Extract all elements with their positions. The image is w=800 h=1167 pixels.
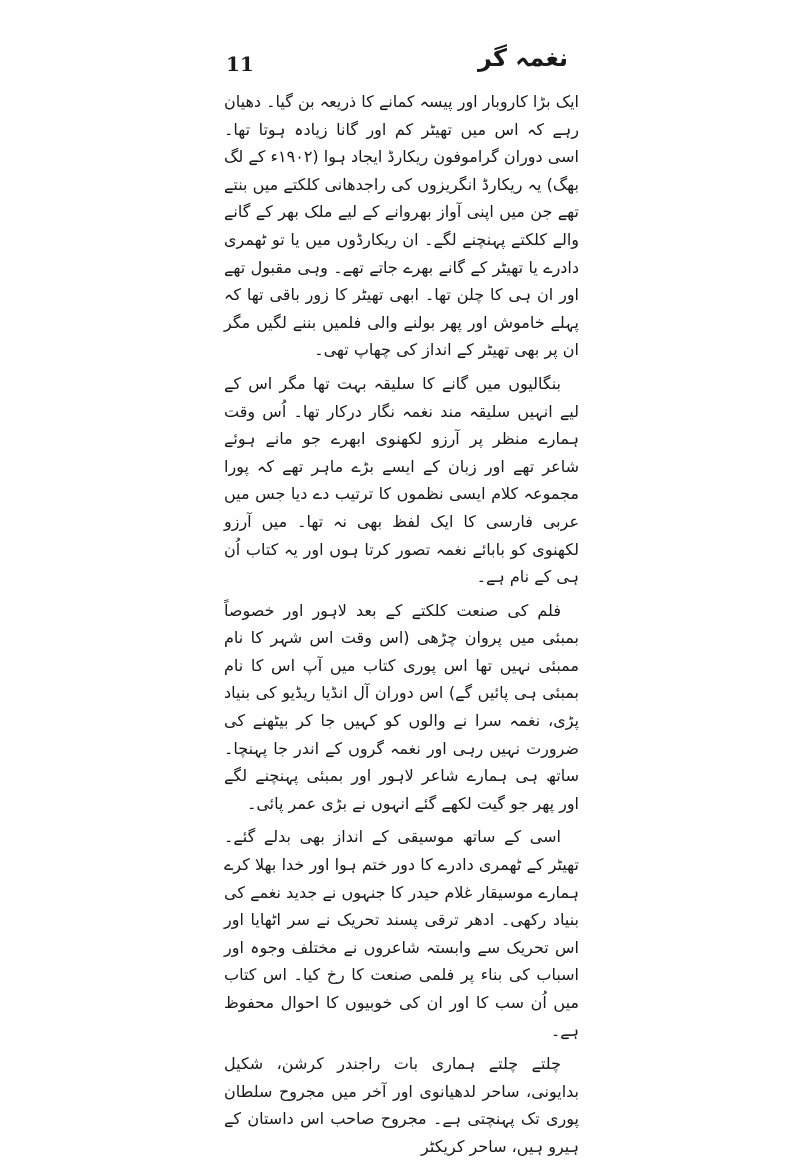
body-text	[224, 88, 579, 1167]
paragraph: اسی کے ساتھ موسیقی کے انداز بھی بدلے گئے۔ تھیٹر کے ٹھمری دادرے کا دور ختم ہوا اور خدا بھلا کرے ہمارے موسیقار غلام حیدر کا جنہوں نے جدید نغمے کی بنیاد رکھی۔ ادھر ترقی پسند تحریک نے سر اٹھایا اور اس تحریک سے وابستہ شاعروں نے مختلف وجوہ اور اسباب کی بناء پر فلمی صنعت کا رخ کیا۔ اس کتاب میں اُن سب کا اور ان کی خوبیوں کا احوال محفوظ ہے۔	[224, 827, 579, 1040]
running-title: نغمہ گر	[478, 44, 568, 72]
paragraph: بنگالیوں میں گانے کا سلیقہ بہت تھا مگر اس کے لیے انہیں سلیقہ مند نغمہ نگار درکار تھا۔ اُس وقت ہمارے منظر پر آرزو لکھنوی ابھرے جو مانے ہوئے شاعر تھے اور زبان کے ایسے بڑے ماہر تھے کہ پورا مجموعہ کلام ایسی نظموں کا ترتیب دے دیا جس میں عربی فارسی کا ایک لفظ بھی نہ تھا۔ میں آرزو لکھنوی کو بابائے نغمہ تصور کرتا ہوں اور یہ کتاب اُن ہی کے نام ہے۔	[224, 373, 579, 587]
paragraph: چلتے چلتے ہماری بات راجندر کرشن، شکیل بدایونی، ساحر لدھیانوی اور آخر میں مجروح سلطان پوری تک پہنچتی ہے۔ مجروح صاحب اس داستان کے ہیرو ہیں، ساحر کریکٹر	[224, 1054, 579, 1156]
paragraph: فلم کی صنعت کلکتے کے بعد لاہور اور خصوصاً بمبئی میں پروان چڑھی (اس وقت اس شہر کا نام ممبئی نہیں تھا اس پوری کتاب میں آپ اس کا نام بمبئی ہی پائیں گے) اس دوران آل انڈیا ریڈیو کی بنیاد پڑی، نغمہ سرا نے والوں کو کہیں جا کر بیٹھنے کی ضرورت نہیں رہی اور نغمہ گروں کے اندر جا پہنچا۔ ساتھ ہی ہمارے شاعر لاہور اور بمبئی پہنچنے لگے اور پھر جو گیت لکھے گئے انہوں نے بڑی عمر پائی۔	[224, 600, 579, 813]
page-number: 11	[226, 52, 254, 76]
paragraph: ایک بڑا کاروبار اور پیسہ کمانے کا ذریعہ بن گیا۔ دھیان رہے کہ اس میں تھیٹر کم اور گانا زیادہ ہوتا تھا۔ اسی دوران گراموفون ریکارڈ ایجاد ہوا (۱۹۰۲ء کے لگ بھگ) یہ ریکارڈ انگریزوں کی راجدھانی کلکتے میں بنتے تھے جن میں اپنی آواز بھروانے کے لیے ملک بھر کے گانے والے کلکتے پہنچنے لگے۔ ان ریکارڈوں میں یا تو ٹھمری دادرے یا تھیٹر کے گانے بھرے جاتے تھے۔ وہی مقبول تھے اور ان ہی کا چلن تھا۔ ابھی تھیٹر کا زور باقی تھا کہ پہلے خاموش اور پھر بولنے والی فلمیں بننے لگیں مگر ان پر بھی تھیٹر کے انداز کی چھاپ تھی۔	[224, 92, 579, 360]
